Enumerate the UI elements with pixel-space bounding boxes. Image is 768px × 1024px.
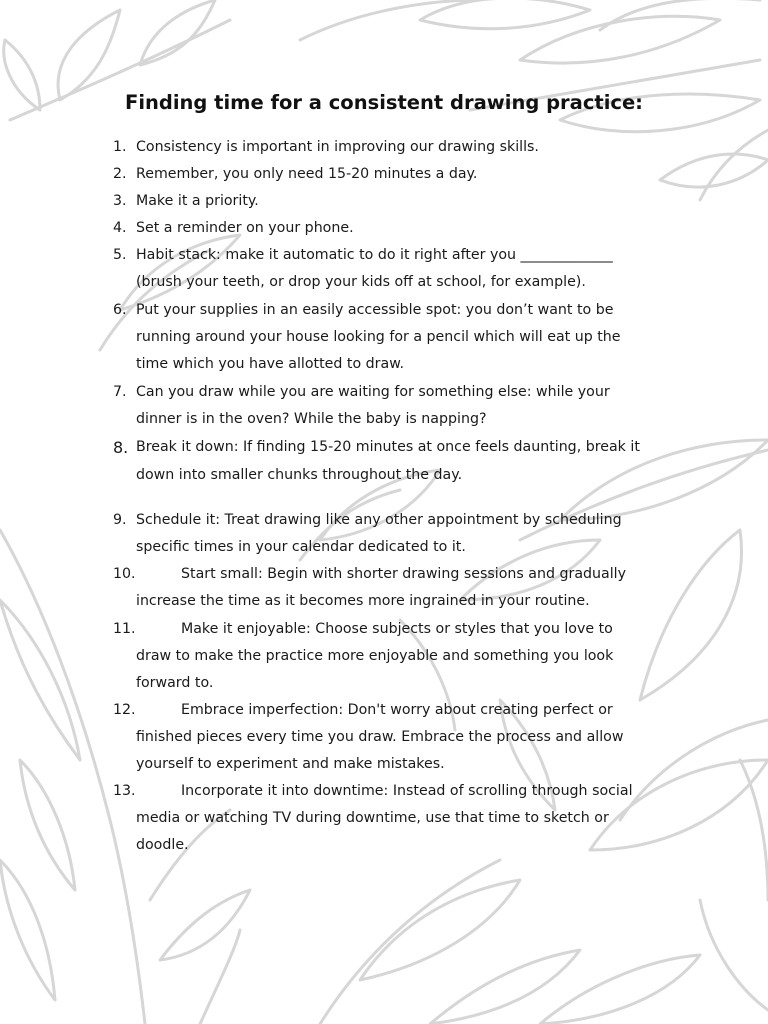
item-text: Consistency is important in improving our drawing skills. <box>136 139 539 155</box>
item-number: 3. <box>113 193 127 209</box>
item-text: down into smaller chunks throughout the day. <box>136 467 463 483</box>
document-title: Finding time for a consistent drawing practice: <box>125 91 643 114</box>
item-text: increase the time as it becomes more ingrained in your routine. <box>136 593 590 609</box>
item-text: Can you draw while you are waiting for something else: while your <box>136 384 610 400</box>
item-text: finished pieces every time you draw. Embrace the process and allow <box>136 729 624 745</box>
item-text: yourself to experiment and make mistakes. <box>136 756 445 772</box>
item-text: Incorporate it into downtime: Instead of scrolling through social <box>181 783 633 799</box>
item-number: 1. <box>113 139 127 155</box>
item-text: Remember, you only need 15-20 minutes a day. <box>136 166 478 182</box>
item-number: 11. <box>113 621 136 637</box>
item-text: running around your house looking for a pencil which will eat up the <box>136 329 621 345</box>
item-text: time which you have allotted to draw. <box>136 356 405 372</box>
item-text: Make it a priority. <box>136 193 259 209</box>
item-text: doodle. <box>136 837 189 853</box>
item-number: 4. <box>113 220 127 236</box>
item-text: dinner is in the oven? While the baby is napping? <box>136 411 487 427</box>
item-text: specific times in your calendar dedicated to it. <box>136 539 466 555</box>
item-text: Break it down: If finding 15-20 minutes at once feels daunting, break it <box>136 439 640 455</box>
item-text: media or watching TV during downtime, use that time to sketch or <box>136 810 609 826</box>
item-number: 8. <box>113 438 129 457</box>
item-text: Schedule it: Treat drawing like any other appointment by scheduling <box>136 512 622 528</box>
item-text: Habit stack: make it automatic to do it right after you _____________ <box>136 247 613 263</box>
item-text: Start small: Begin with shorter drawing sessions and gradually <box>181 566 627 582</box>
item-text: Put your supplies in an easily accessible spot: you don’t want to be <box>136 302 614 318</box>
item-text: Set a reminder on your phone. <box>136 220 354 236</box>
item-number: 5. <box>113 247 127 263</box>
item-text: forward to. <box>136 675 214 691</box>
item-number: 13. <box>113 783 136 799</box>
item-text: draw to make the practice more enjoyable and something you look <box>136 648 614 664</box>
item-number: 12. <box>113 702 136 718</box>
item-number: 10. <box>113 566 136 582</box>
item-text: Make it enjoyable: Choose subjects or styles that you love to <box>181 621 613 637</box>
item-number: 9. <box>113 512 127 528</box>
item-text: (brush your teeth, or drop your kids off at school, for example). <box>136 274 586 290</box>
item-number: 2. <box>113 166 127 182</box>
item-number: 6. <box>113 302 127 318</box>
item-text: Embrace imperfection: Don't worry about creating perfect or <box>181 702 613 718</box>
item-number: 7. <box>113 384 127 400</box>
